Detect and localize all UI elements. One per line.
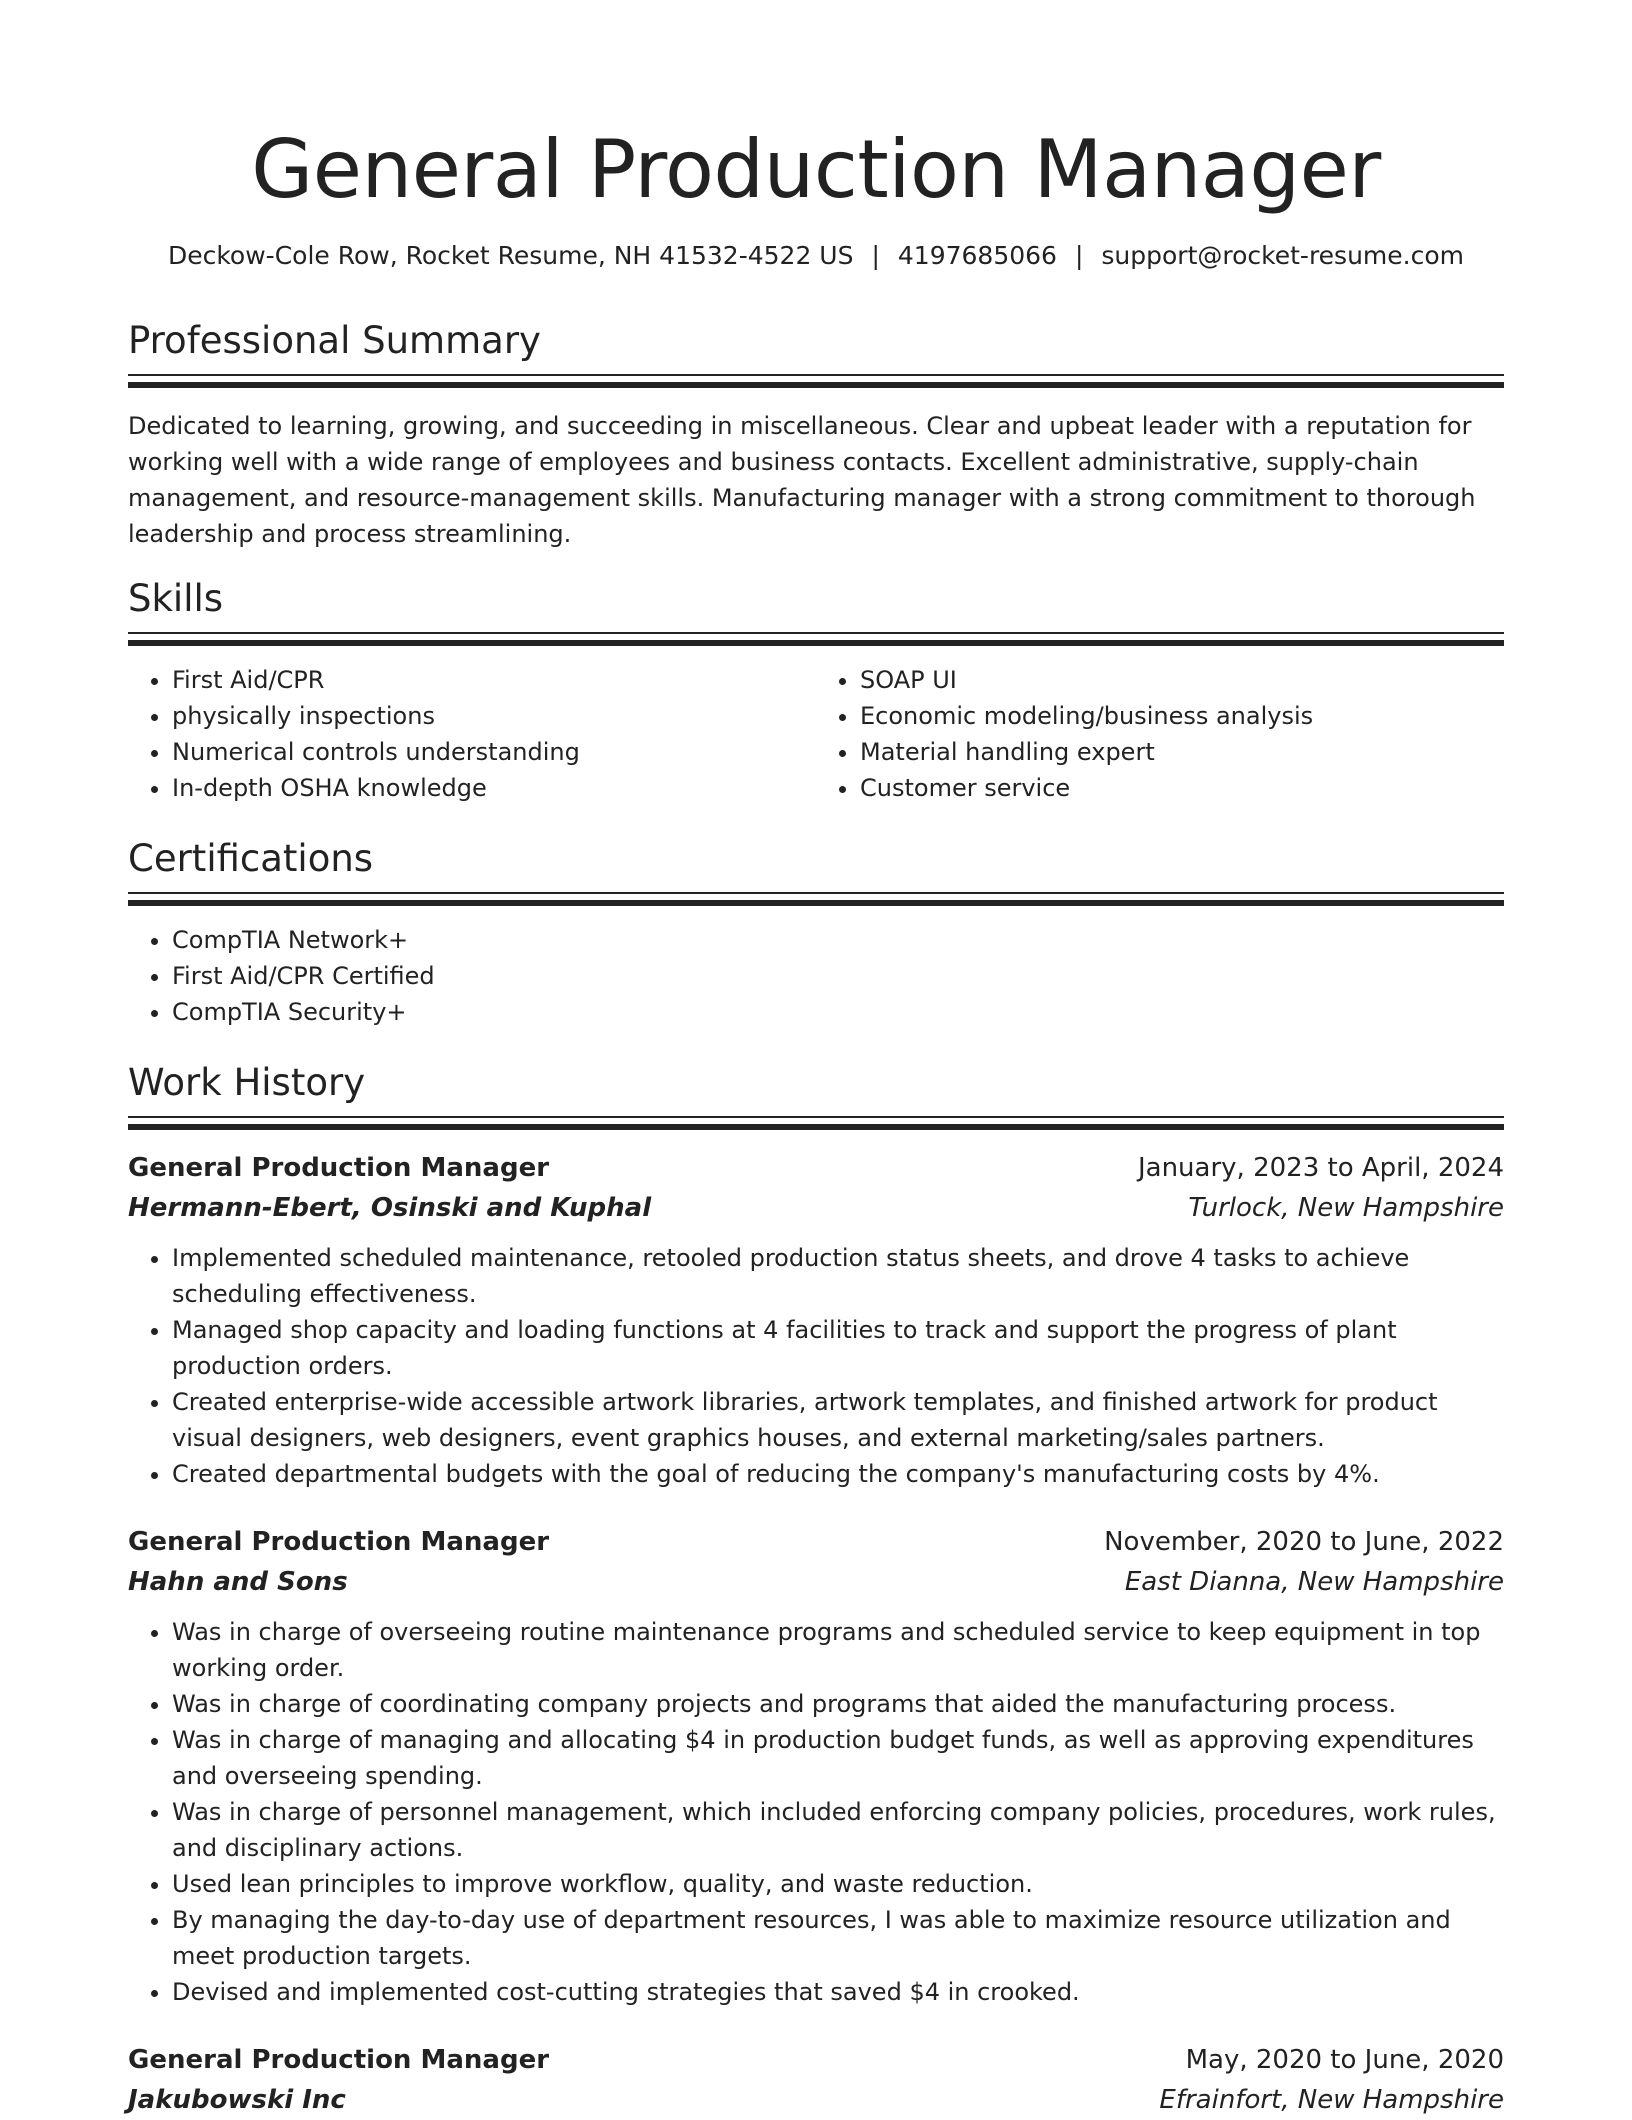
skills-column-right [816,662,1504,806]
job-bullet: • Created departmental budgets with the goal of reducing the company's manufacturing costs by 4%. [172,1456,1504,1492]
section-divider-thick [128,640,1504,646]
job-subheader [128,1188,1504,1228]
job-entry [128,1522,1504,2010]
job-location: Efrainfort, New Hampshire [1159,2085,1504,2115]
skill-item: • Customer service [860,770,1504,806]
section-title-summary: Professional Summary [128,319,541,362]
job-subheader [128,1562,1504,1602]
summary-text: Dedicated to learning, growing, and succeeding in miscellaneous. Clear and upbeat leader with a reputation for working well with a wide range of employees and business contacts. Excellent administrative, supply-chain management, and resource-management skills. Manufacturing manager with a strong commitment to thorough leadership and process streamlining. [128,412,1476,548]
certifications-section [128,834,1504,1030]
certifications-list [128,922,1504,1030]
page-title: General Production Manager [251,123,1381,216]
job-company: Hermann-Ebert, Osinski and Kuphal [128,1193,652,1223]
job-header [128,1522,1504,1562]
skills-column-left [128,662,816,806]
skill-item: • First Aid/CPR [172,662,816,698]
contact-address: Deckow-Cole Row, Rocket Resume, NH 41532-4522 US [167,241,854,270]
job-bullet: • Managed shop capacity and loading functions at 4 facilities to track and support the progress of plant production orders. [172,1312,1504,1384]
work-history-section [128,1058,1504,2120]
job-header [128,2040,1504,2080]
contact-separator: | [1074,241,1084,270]
job-title: General Production Manager [128,2045,550,2075]
skill-item: • SOAP UI [860,662,1504,698]
section-divider [128,892,1504,894]
job-dates: January, 2023 to April, 2024 [1137,1153,1504,1183]
certification-item: • CompTIA Network+ [172,922,1504,958]
job-bullet: • By managing the day-to-day use of department resources, I was able to maximize resource utilization and meet production targets. [172,1902,1504,1974]
job-bullet: • Created enterprise-wide accessible artwork libraries, artwork templates, and finished artwork for product visual designers, web designers, event graphics houses, and external marketing/sales partners. [172,1384,1504,1456]
contact-email: support@rocket-resume.com [1101,241,1465,270]
skill-item: • Numerical controls understanding [172,734,816,770]
section-divider [128,374,1504,376]
contact-separator: | [871,241,880,270]
skill-item: • Material handling expert [860,734,1504,770]
contact-line [128,238,1504,274]
skill-item: • In-depth OSHA knowledge [172,770,816,806]
job-dates: November, 2020 to June, 2022 [1104,1527,1504,1557]
skills-grid [128,662,1504,806]
section-divider-thick [128,1124,1504,1130]
skill-item: • physically inspections [172,698,816,734]
job-title: General Production Manager [128,1527,550,1557]
job-bullet: • Was in charge of managing and allocating $4 in production budget funds, as well as approving expenditures and overseeing spending. [172,1722,1504,1794]
certification-item: • First Aid/CPR Certified [172,958,1504,994]
job-header [128,1148,1504,1188]
section-divider [128,1116,1504,1118]
contact-phone: 4197685066 [897,241,1057,270]
skills-section [128,574,1504,806]
job-bullet: • Used lean principles to improve workflow, quality, and waste reduction. [172,1866,1504,1902]
job-company: Jakubowski Inc [128,2085,346,2115]
job-bullet: • Devised and implemented cost-cutting strategies that saved $4 in crooked. [172,1974,1504,2010]
job-entry [128,1148,1504,1492]
job-company: Hahn and Sons [128,1567,348,1597]
job-location: Turlock, New Hampshire [1188,1193,1504,1223]
section-divider-thick [128,900,1504,906]
job-entry [128,2040,1504,2120]
job-dates: May, 2020 to June, 2020 [1185,2045,1504,2075]
section-title-skills: Skills [128,577,224,620]
section-divider [128,632,1504,634]
job-bullet: • Was in charge of personnel management, which included enforcing company policies, procedures, work rules, and disciplinary actions. [172,1794,1504,1866]
summary-section [128,316,1504,552]
job-bullet: • Implemented scheduled maintenance, retooled production status sheets, and drove 4 tasks to achieve scheduling effectiveness. [172,1240,1504,1312]
job-subheader [128,2080,1504,2120]
section-title-certifications: Certifications [128,837,374,880]
section-title-work-history: Work History [128,1061,366,1104]
job-bullet: • Was in charge of coordinating company projects and programs that aided the manufacturing process. [172,1686,1504,1722]
job-bullets [128,1240,1504,1492]
job-location: East Dianna, New Hampshire [1124,1567,1504,1597]
certification-item: • CompTIA Security+ [172,994,1504,1030]
section-divider-thick [128,382,1504,388]
job-bullet: • Was in charge of overseeing routine maintenance programs and scheduled service to keep equipment in top working order. [172,1614,1504,1686]
job-bullets [128,1614,1504,2010]
job-title: General Production Manager [128,1153,550,1183]
skill-item: • Economic modeling/business analysis [860,698,1504,734]
